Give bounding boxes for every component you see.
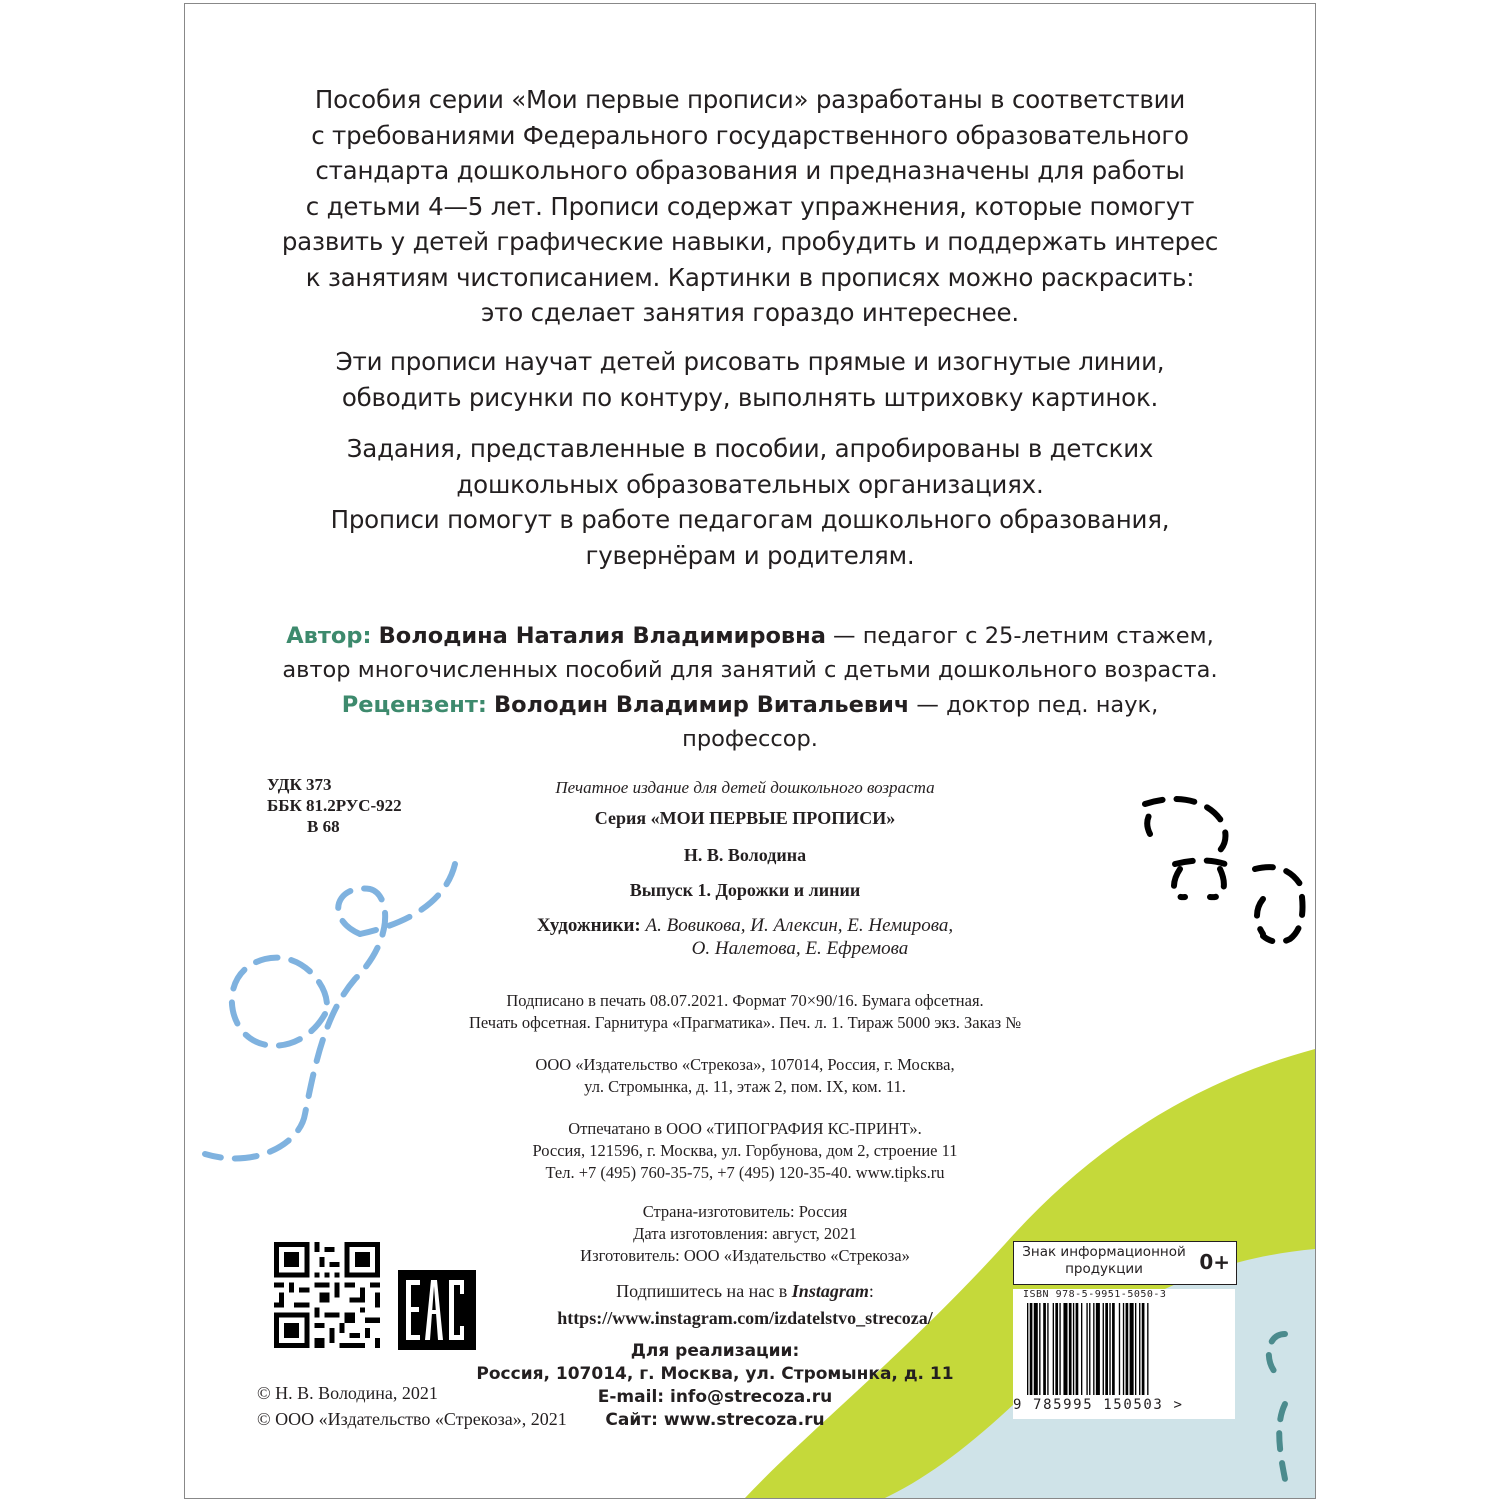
intro-line: Пособия серии «Мои первые прописи» разработаны в соответствии [314, 85, 1186, 114]
barcode-bar [1139, 1303, 1140, 1395]
barcode-bar [1130, 1303, 1134, 1395]
subscribe-text: Подпишитесь на нас в [616, 1281, 792, 1301]
barcode-bar [1103, 1303, 1104, 1395]
bbk-code: ББК 81.2РУС-922 [267, 796, 402, 815]
barcode-bar [1096, 1303, 1100, 1395]
artists [395, 914, 1095, 960]
print-details [395, 990, 1095, 1034]
intro-line: Задания, представленные в пособии, апробированы в детских [346, 434, 1154, 463]
intro-line: с детьми 4—5 лет. Прописи содержат упражнения, которые помогут [305, 191, 1195, 221]
barcode-bar [1089, 1303, 1090, 1395]
qr-code-icon [274, 1242, 380, 1348]
barcode [1013, 1289, 1235, 1419]
barcode-bar [1147, 1303, 1148, 1395]
artists-list-2: О. Налетова, Е. Ефремова [691, 938, 909, 959]
author-desc-2: автор многочисленных пособий для занятий с детьми дошкольного возраста. [282, 657, 1218, 683]
printer-line: Россия, 121596, г. Москва, ул. Горбунова, дом 2, строение 11 [532, 1141, 958, 1160]
barcode-bar [1109, 1303, 1110, 1395]
barcode-bar [1047, 1303, 1048, 1395]
intro-paragraph-2 [275, 344, 1225, 415]
barcode-bar [1034, 1303, 1038, 1395]
reviewer-credit [275, 688, 1225, 756]
barcode-bar [1112, 1303, 1115, 1395]
age-rating: 0+ [1199, 1250, 1230, 1274]
intro-line: это сделает занятия гораздо интереснее. [480, 298, 1019, 327]
copyright [257, 1380, 567, 1432]
author-credit [275, 619, 1225, 687]
barcode-bar [1063, 1303, 1067, 1395]
colon: : [868, 1281, 874, 1301]
instagram-link[interactable]: https://www.instagram.com/izdatelstvo_strecoza/ [557, 1308, 933, 1328]
series-title: Серия «МОИ ПЕРВЫЕ ПРОПИСИ» [594, 808, 896, 828]
printer-line: Отпечатано в ООО «ТИПОГРАФИЯ КС-ПРИНТ». [568, 1119, 922, 1138]
artists-list-1: А. Вовикова, И. Алексин, Е. Немирова, [640, 915, 954, 936]
author-mark-code: В 68 [307, 817, 340, 836]
date-line: Дата изготовления: август, 2021 [633, 1224, 857, 1243]
sale-title: Для реализации: [630, 1341, 800, 1361]
classification-codes [267, 774, 402, 837]
sale-address: Россия, 107014, г. Москва, ул. Стромынка, д. 11 [476, 1364, 954, 1384]
author-name: Володина Наталия Владимировна [378, 623, 826, 649]
manufacturer-info [395, 1201, 1095, 1267]
publisher-line: ООО «Издательство «Стрекоза», 107014, Россия, г. Москва, [535, 1055, 955, 1074]
barcode-bar [1123, 1303, 1124, 1395]
publisher-line: ул. Стромынка, д. 11, этаж 2, пом. IX, ком. 11. [584, 1077, 906, 1096]
instagram-label: Instagram [791, 1281, 869, 1301]
printer-info [395, 1118, 1095, 1184]
country-line: Страна-изготовитель: Россия [642, 1202, 848, 1221]
intro-line: Эти прописи научат детей рисовать прямые и изогнутые линии, [335, 347, 1165, 376]
intro-line: дошкольных образовательных организациях. [456, 469, 1044, 499]
artists-label: Художники: [536, 915, 641, 936]
barcode-bar [1030, 1303, 1033, 1395]
printer-line: Тел. +7 (495) 760-35-75, +7 (495) 120-35-40. www.tipks.ru [545, 1163, 945, 1182]
print-line: Подписано в печать 08.07.2021. Формат 70×90/16. Бумага офсетная. [506, 991, 984, 1010]
barcode-bar [1086, 1303, 1087, 1395]
reviewer-label: Рецензент: [341, 692, 487, 718]
intro-line: к занятиям чистописанием. Картинки в прописях можно раскрасить: [305, 262, 1195, 292]
sale-site[interactable]: Сайт: www.strecoza.ru [605, 1410, 825, 1430]
imprint-author: Н. В. Володина [683, 845, 807, 865]
barcode-bar [1039, 1303, 1040, 1395]
barcode-bar [1055, 1303, 1058, 1395]
age-sign-text: Знак информационной продукции [1022, 1244, 1186, 1277]
print-line: Печать офсетная. Гарнитура «Прагматика». Печ. л. 1. Тираж 5000 экз. Заказ № [468, 1013, 1022, 1032]
back-cover [184, 3, 1316, 1499]
barcode-bar [1142, 1303, 1145, 1395]
reviewer-desc: — доктор пед. наук, профессор. [682, 692, 1159, 752]
isbn-label: ISBN 978-5-9951-5050-3 [1023, 1289, 1167, 1300]
barcode-digits: 9 785995 150503 > [1013, 1397, 1184, 1413]
barcode-bar [1126, 1303, 1129, 1395]
barcode-bar [1093, 1303, 1094, 1395]
barcode-bar [1043, 1303, 1046, 1395]
author-desc-1: — педагог с 25-летним стажем, [825, 623, 1214, 649]
eac-mark-icon [398, 1270, 476, 1350]
intro-paragraph-1 [275, 82, 1225, 331]
barcode-bar [1053, 1303, 1054, 1395]
maker-line: Изготовитель: ООО «Издательство «Стрекоза» [580, 1246, 910, 1265]
barcode-bar [1135, 1303, 1136, 1395]
sale-email[interactable]: E-mail: info@strecoza.ru [597, 1387, 833, 1407]
barcode-bar [1105, 1303, 1108, 1395]
intro-line: гувернёрам и родителям. [585, 540, 915, 570]
barcode-bar [1076, 1303, 1079, 1395]
copyright-line: © Н. В. Володина, 2021 [257, 1383, 438, 1403]
black-dashed-bug [1145, 799, 1303, 942]
reviewer-name: Володин Владимир Витальевич [494, 692, 910, 718]
edition-kind: Печатное издание для детей дошкольного возраста [555, 778, 935, 797]
intro-line: Прописи помогут в работе педагогам дошкольного образования, [330, 505, 1170, 534]
issue-title: Выпуск 1. Дорожки и линии [629, 880, 861, 900]
copyright-line: © ООО «Издательство «Стрекоза», 2021 [257, 1409, 567, 1429]
intro-line: обводить рисунки по контуру, выполнять штриховку картинок. [341, 382, 1159, 412]
age-rating-sign [1013, 1241, 1237, 1285]
barcode-bar [1069, 1303, 1072, 1395]
intro-paragraph-3 [275, 431, 1225, 573]
author-label: Автор: [286, 623, 372, 649]
barcode-bar [1119, 1303, 1120, 1395]
barcode-bar [1073, 1303, 1074, 1395]
udk-code: УДК 373 [267, 775, 332, 794]
barcode-bar [1027, 1303, 1028, 1395]
barcode-bars-icon [1027, 1303, 1217, 1395]
social-subscribe [395, 1278, 1095, 1332]
intro-line: развить у детей графические навыки, пробудить и поддержать интерес [281, 227, 1219, 256]
barcode-bar [1081, 1303, 1082, 1395]
publisher-address [395, 1054, 1095, 1098]
intro-line: стандарта дошкольного образования и предназначены для работы [315, 156, 1185, 185]
intro-line: с требованиями Федерального государственного образовательного [311, 120, 1189, 150]
barcode-bar [1059, 1303, 1060, 1395]
